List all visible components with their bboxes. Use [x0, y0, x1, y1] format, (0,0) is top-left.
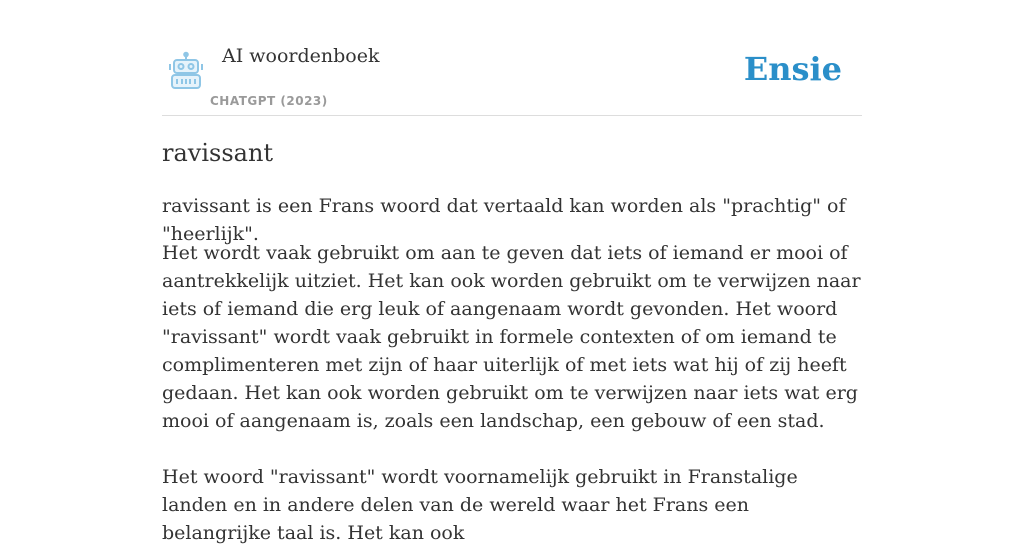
definition-paragraph: Het wordt vaak gebruikt om aan te geven dat iets of iemand er mooi of aantrekkelijk uitziet. Het kan ook worden gebruikt om te verwijzen naar iets of iemand die erg leuk of aangenaam wordt gevonden. Het woord "ravissant" wordt vaak gebruikt in formele contexten of om iemand te complimenteren met zijn of haar uiterlijk of met iets wat hij of zij heeft gedaan. Het kan ook worden gebruikt om te verwijzen naar iets wat erg mooi of aangenaam is, zoals een landschap, een gebouw of een stad. — [162, 242, 861, 432]
source-subtitle: CHATGPT (2023) — [210, 94, 328, 108]
definition-paragraph: ravissant is een Frans woord dat vertaald kan worden als "prachtig" of "heerlijk". — [162, 195, 846, 245]
entry-card — [162, 0, 862, 544]
source-title[interactable]: AI woordenboek — [222, 45, 380, 67]
entry-term: ravissant — [162, 139, 274, 167]
entry-header — [162, 0, 862, 116]
robot-icon — [166, 52, 206, 90]
ensie-logo[interactable]: Ensie — [743, 50, 842, 88]
definition-paragraph: Het woord "ravissant" wordt voornamelijk gebruikt in Franstalige landen en in andere delen van de wereld waar het Frans een belangrijke taal is. Het kan ook — [162, 466, 798, 544]
